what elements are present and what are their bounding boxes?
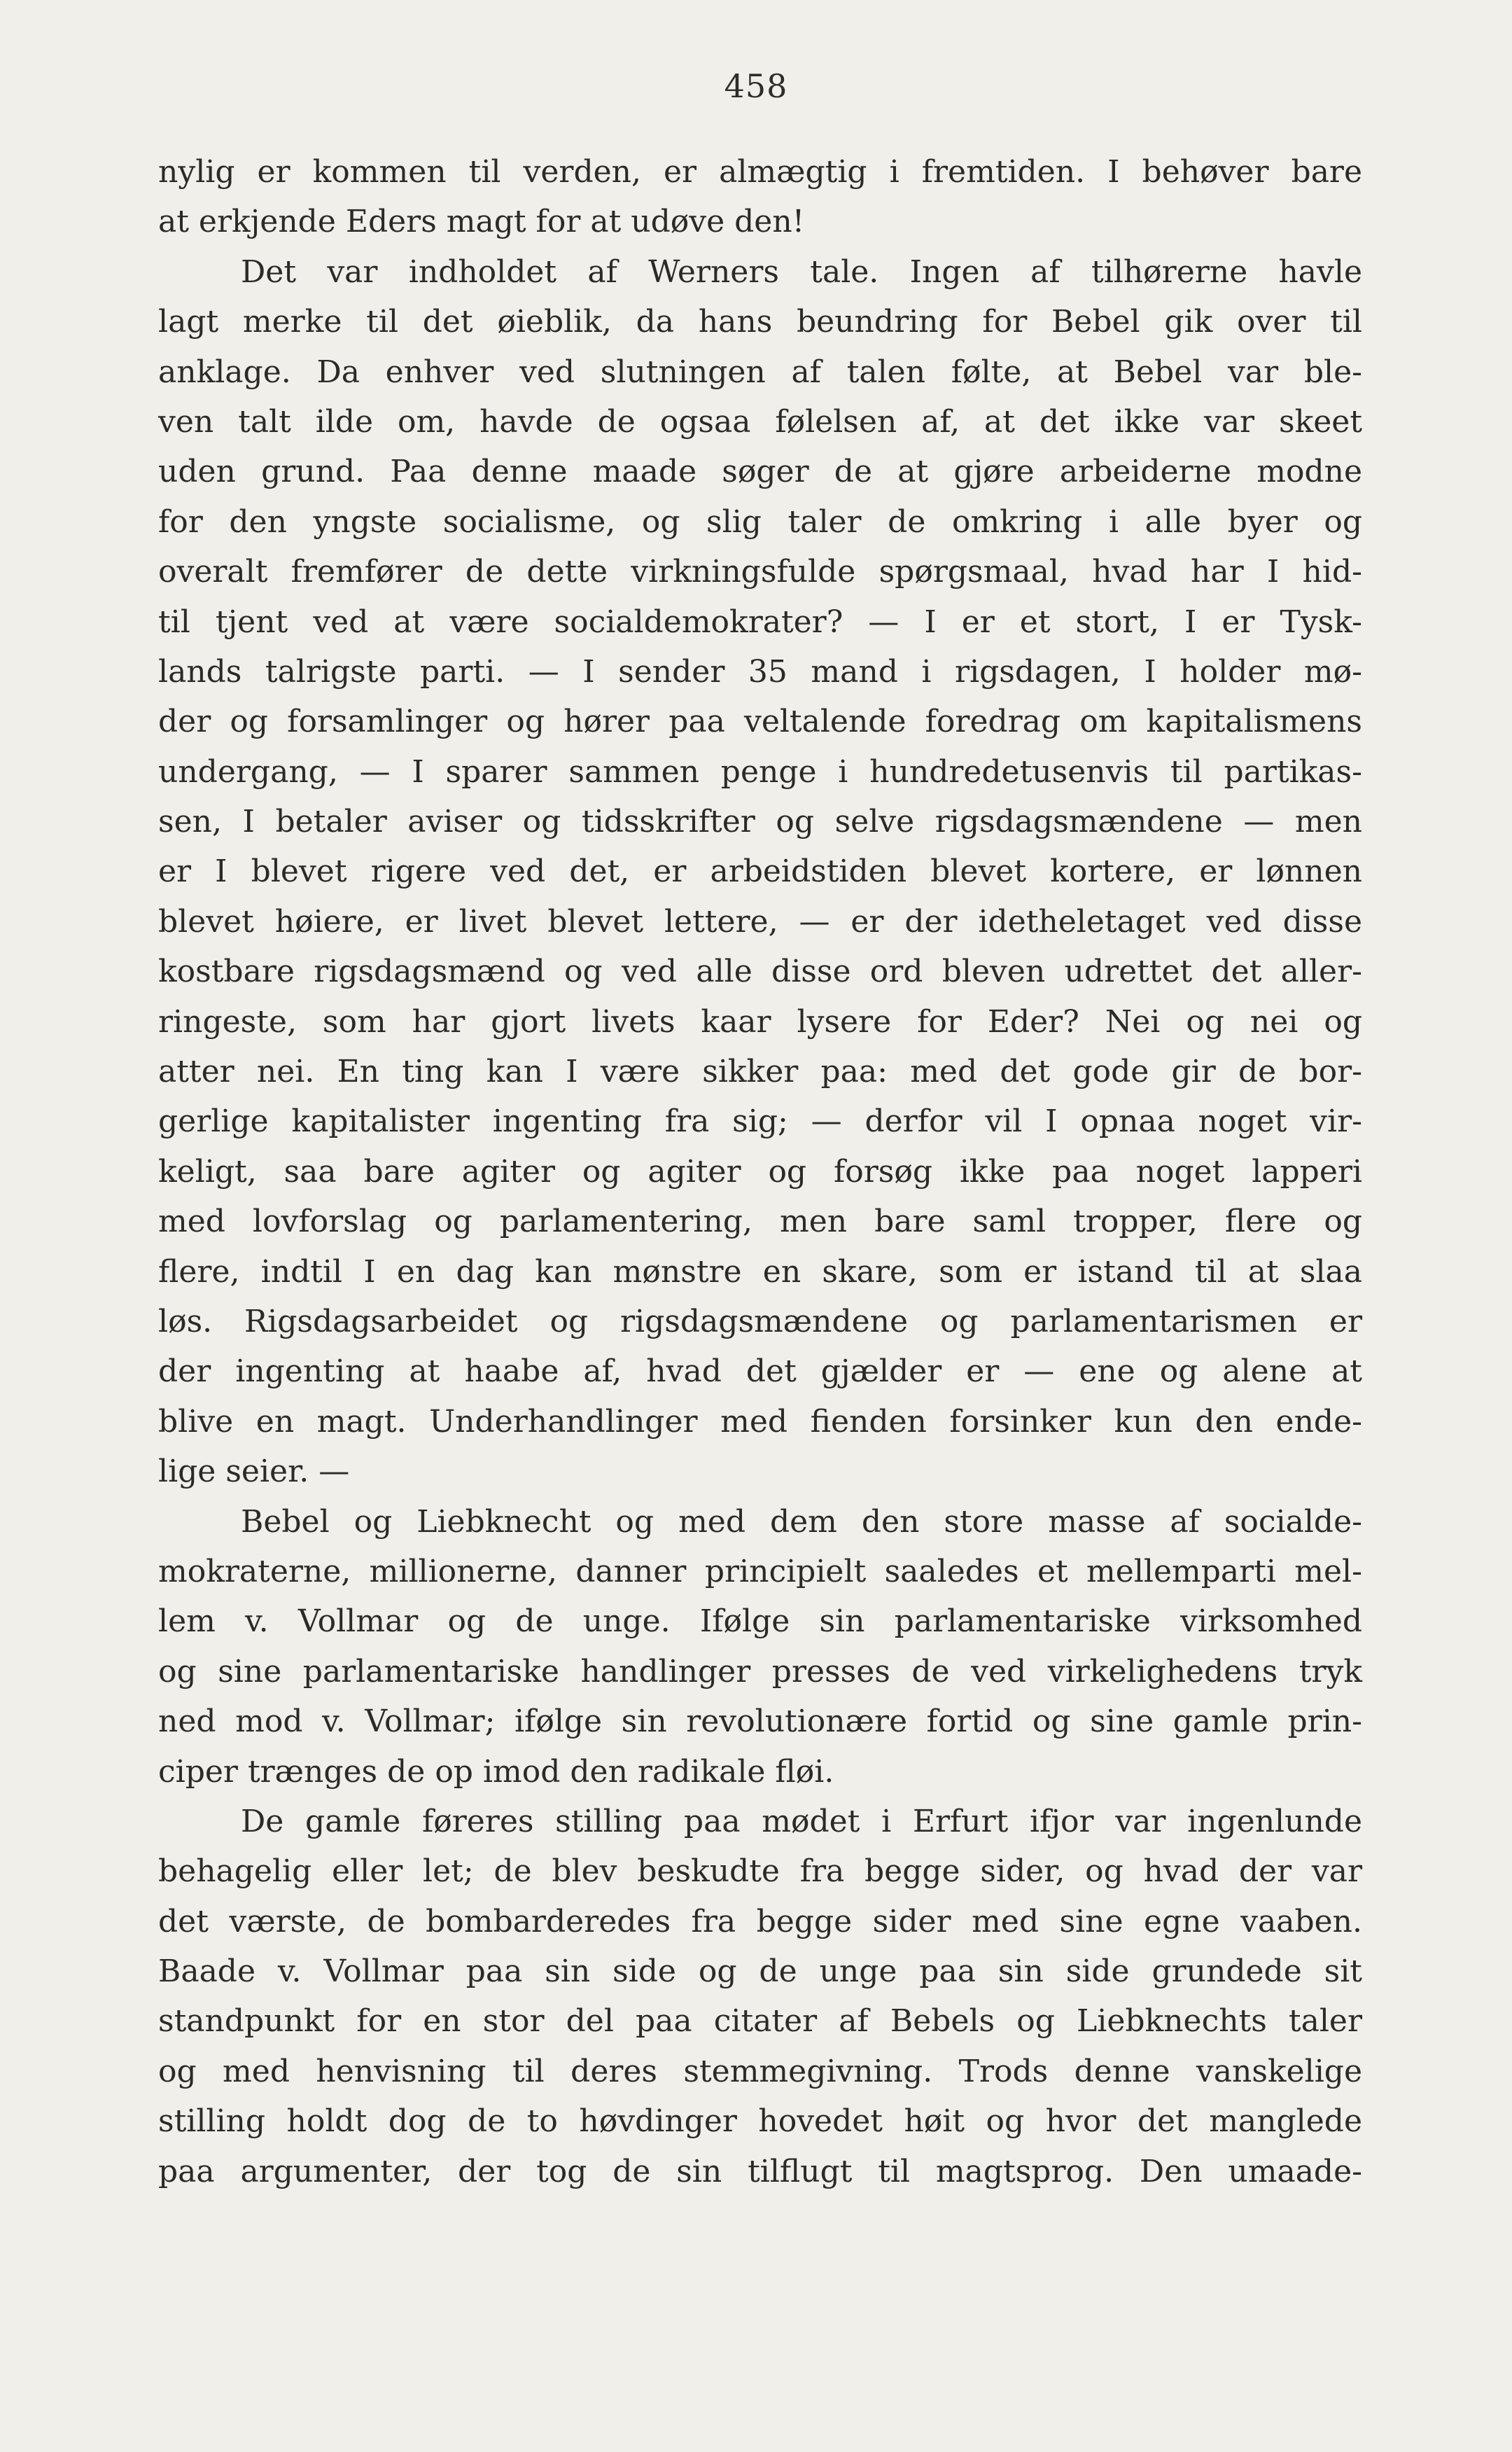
text-line: ringeste, som har gjort livets kaar lysere for Eder? Nei og nei og [158, 1003, 1362, 1040]
text-line: lands talrigste parti. — I sender 35 mand i rigsdagen, I holder mø- [158, 653, 1362, 690]
text-line: lige seier. — [158, 1454, 350, 1490]
text-line: at erkjende Eders magt for at udøve den! [158, 204, 805, 240]
text-line: blive en magt. Underhandlinger med fienden forsinker kun den ende- [158, 1403, 1362, 1440]
text-line: ven talt ilde om, havde de ogsaa følelsen af, at det ikke var skeet [158, 403, 1362, 440]
text-line: behagelig eller let; de blev beskudte fra begge sider, og hvad der var [158, 1853, 1362, 1890]
text-line: flere, indtil I en dag kan mønstre en skare, som er istand til at slaa [158, 1253, 1362, 1290]
text-line: lagt merke til det øieblik, da hans beundring for Bebel gik over til [158, 304, 1362, 340]
text-line: keligt, saa bare agiter og agiter og forsøg ikke paa noget lapperi [158, 1153, 1362, 1190]
text-line: der og forsamlinger og hører paa veltalende foredrag om kapitalismens [158, 704, 1362, 740]
text-line: sen, I betaler aviser og tidsskrifter og selve rigsdagsmændene — men [158, 804, 1362, 840]
text-line: for den yngste socialisme, og slig taler de omkring i alle byer og [158, 503, 1362, 540]
text-line: mokraterne, millionerne, danner principielt saaledes et mellemparti mel- [158, 1553, 1362, 1589]
text-line: løs. Rigsdagsarbeidet og rigsdagsmændene og parlamentarismen er [158, 1303, 1362, 1339]
text-line: gerlige kapitalister ingenting fra sig; — derfor vil I opnaa noget vir- [158, 1103, 1362, 1140]
text-line: Bebel og Liebknecht og med dem den store masse af socialde- [241, 1503, 1362, 1540]
text-line: kostbare rigsdagsmænd og ved alle disse ord bleven udrettet det aller- [158, 954, 1362, 990]
text-line: Baade v. Vollmar paa sin side og de unge paa sin side grundede sit [158, 1953, 1362, 1990]
text-line: Det var indholdet af Werners tale. Ingen af tilhørerne havle [241, 253, 1362, 290]
text-line: atter nei. En ting kan I være sikker paa: med det gode gir de bor- [158, 1054, 1362, 1090]
text-line: uden grund. Paa denne maade søger de at gjøre arbeiderne modne [158, 454, 1362, 490]
text-line: der ingenting at haabe af, hvad det gjælder er — ene og alene at [158, 1353, 1362, 1390]
text-line: nylig er kommen til verden, er almægtig i fremtiden. I behøver bare [158, 154, 1362, 190]
text-line: standpunkt for en stor del paa citater af Bebels og Liebknechts taler [158, 2003, 1362, 2040]
text-line: undergang, — I sparer sammen penge i hundredetusenvis til partikas- [158, 753, 1362, 790]
text-line: til tjent ved at være socialdemokrater? — I er et stort, I er Tysk- [158, 604, 1362, 640]
text-line: lem v. Vollmar og de unge. Ifølge sin parlamentariske virksomhed [158, 1603, 1362, 1640]
text-line: overalt fremfører de dette virkningsfulde spørgsmaal, hvad har I hid- [158, 554, 1362, 590]
text-line: ciper trænges de op imod den radikale fløi. [158, 1753, 834, 1790]
body-text [158, 147, 1362, 2196]
text-line: er I blevet rigere ved det, er arbeidstiden blevet kortere, er lønnen [158, 854, 1362, 890]
text-line: anklage. Da enhver ved slutningen af talen følte, at Bebel var ble- [158, 354, 1362, 390]
text-line: det værste, de bombarderedes fra begge sider med sine egne vaaben. [158, 1903, 1362, 1939]
text-line: ned mod v. Vollmar; ifølge sin revolutionære fortid og sine gamle prin- [158, 1704, 1362, 1740]
text-line: De gamle føreres stilling paa mødet i Erfurt ifjor var ingenlunde [241, 1803, 1362, 1839]
text-line: blevet høiere, er livet blevet lettere, — er der idetheletaget ved disse [158, 903, 1362, 940]
text-line: stilling holdt dog de to høvdinger hovedet høit og hvor det manglede [158, 2103, 1362, 2140]
text-line: med lovforslag og parlamentering, men bare saml tropper, flere og [158, 1204, 1362, 1240]
page-number: 458 [724, 67, 788, 105]
text-line: paa argumenter, der tog de sin tilflugt til magtsprog. Den umaade- [158, 2153, 1362, 2189]
text-line: og sine parlamentariske handlinger presses de ved virkelighedens tryk [158, 1653, 1362, 1690]
text-line: og med henvisning til deres stemmegivning. Trods denne vanskelige [158, 2053, 1362, 2089]
